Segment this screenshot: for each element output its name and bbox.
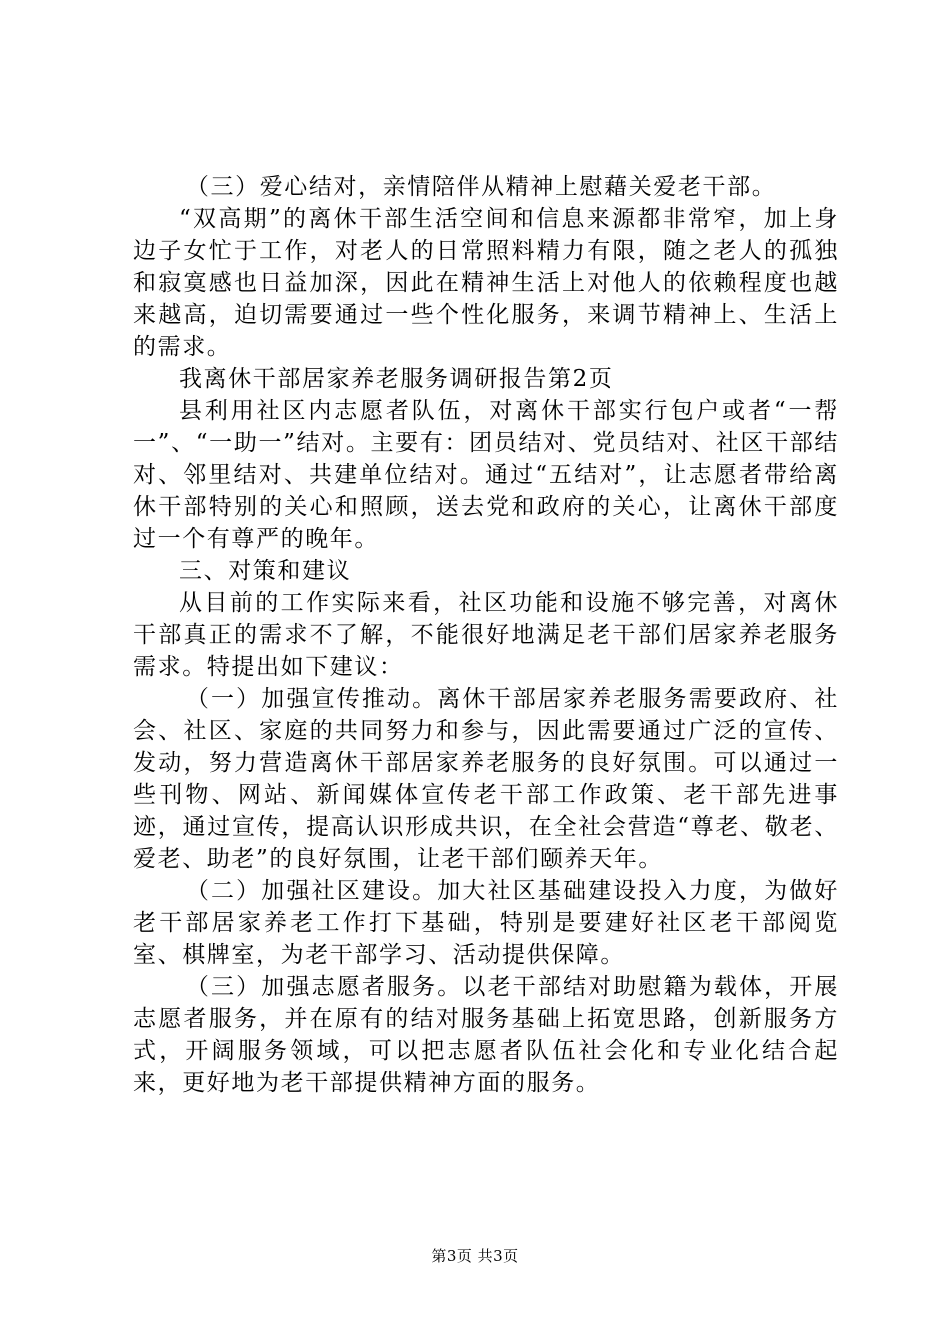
page-reference-line: 我离休干部居家养老服务调研报告第2页 <box>179 366 614 392</box>
paragraph-volunteer-pairing: 县利用社区内志愿者队伍，对离休干部实行包户或者“一帮一”、“一助一”结对。主要有：团员结对、党员结对、社区干部结对、邻里结对、共建单位结对。通过“五结对”，让志愿者带给离休干部特别的关心和照顾，送去党和政府的关心，让离休干部度过一个有尊严的晚年。 <box>133 398 839 552</box>
section-subheading-three: （三）爱心结对，亲情陪伴从精神上慰藉关爱老干部。 <box>185 174 777 200</box>
document-body <box>133 171 839 1099</box>
paragraph-suggestion-three: （三）加强志愿者服务。以老干部结对助慰籍为载体，开展志愿者服务，并在原有的结对服务基础上拓宽思路，创新服务方式，开阔服务领域，可以把志愿者队伍社会化和专业化结合起来，更好地为老干部提供精神方面的服务。 <box>133 974 839 1096</box>
paragraph-suggestion-one: （一）加强宣传推动。离休干部居家养老服务需要政府、社会、社区、家庭的共同努力和参与，因此需要通过广泛的宣传、发动，努力营造离休干部居家养老服务的良好氛围。可以通过一些刊物、网站、新闻媒体宣传老干部工作政策、老干部先进事迹，通过宣传，提高认识形成共识，在全社会营造“尊老、敬老、爱老、助老”的良好氛围，让老干部们颐养天年。 <box>133 686 839 872</box>
paragraph-double-high-period: “双高期”的离休干部生活空间和信息来源都非常窄，加上身边子女忙于工作，对老人的日常照料精力有限，随之老人的孤独和寂寞感也日益加深，因此在精神生活上对他人的依赖程度也越来越高，迫切需要通过一些个性化服务，来调节精神上、生活上的需求。 <box>133 206 839 360</box>
page-footer: 第3页 共3页 <box>431 1247 519 1265</box>
paragraph-suggestion-two: （二）加强社区建设。加大社区基础建设投入力度，为做好老干部居家养老工作打下基础，特别是要建好社区老干部阅览室、棋牌室，为老干部学习、活动提供保障。 <box>133 878 839 968</box>
section-heading-suggestions: 三、对策和建议 <box>179 558 352 584</box>
paragraph-current-situation: 从目前的工作实际来看，社区功能和设施不够完善，对离休干部真正的需求不了解，不能很好地满足老干部们居家养老服务需求。特提出如下建议： <box>133 590 839 680</box>
